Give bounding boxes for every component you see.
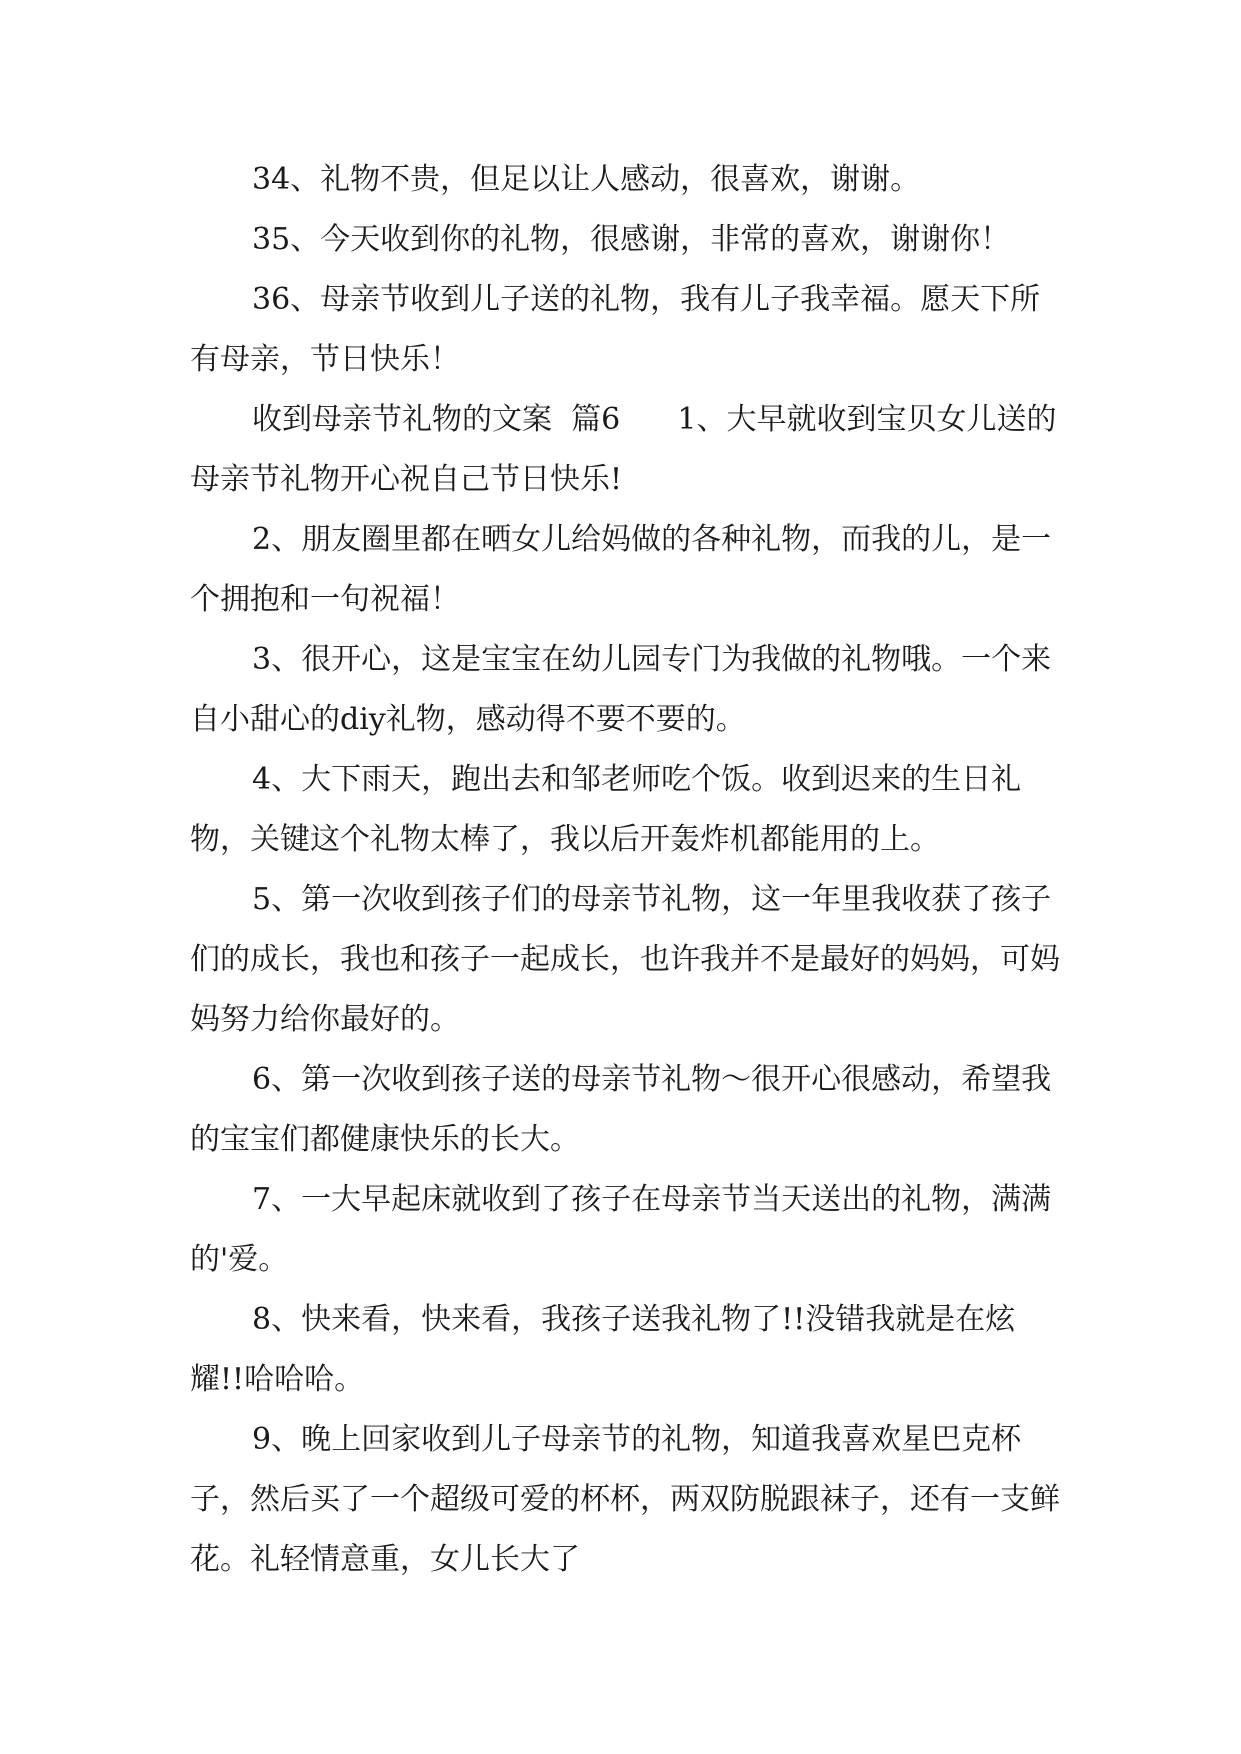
paragraph-34: 34、礼物不贵，但足以让人感动，很喜欢，谢谢。 xyxy=(252,162,921,197)
document-page xyxy=(190,150,1060,1590)
paragraph-36: 36、母亲节收到儿子送的礼物，我有儿子我幸福。愿天下所有母亲，节日快乐！ xyxy=(190,282,1041,377)
paragraph-8: 8、快来看，快来看，我孩子送我礼物了!!没错我就是在炫耀!!哈哈哈。 xyxy=(190,1302,1016,1397)
paragraph-4: 4、大下雨天，跑出去和邹老师吃个饭。收到迟来的生日礼物，关键这个礼物太棒了，我以后开轰炸机都能用的上。 xyxy=(190,762,1022,857)
paragraph-35: 35、今天收到你的礼物，很感谢，非常的喜欢，谢谢你！ xyxy=(252,222,1011,257)
section-heading-6-paragraph-1: 收到母亲节礼物的文案 篇6 1、大早就收到宝贝女儿送的母亲节礼物开心祝自己节日快乐! xyxy=(190,402,1057,497)
paragraph-7: 7、一大早起床就收到了孩子在母亲节当天送出的礼物，满满的'爱。 xyxy=(190,1182,1052,1277)
paragraph-9: 9、晚上回家收到儿子母亲节的礼物，知道我喜欢星巴克杯子，然后买了一个超级可爱的杯杯，两双防脱跟袜子，还有一支鲜花。礼轻情意重，女儿长大了 xyxy=(190,1422,1060,1577)
paragraph-6: 6、第一次收到孩子送的母亲节礼物～很开心很感动，希望我的宝宝们都健康快乐的长大。 xyxy=(190,1062,1052,1157)
paragraph-5: 5、第一次收到孩子们的母亲节礼物，这一年里我收获了孩子们的成长，我也和孩子一起成长，也许我并不是最好的妈妈，可妈妈努力给你最好的。 xyxy=(190,882,1060,1037)
paragraph-2: 2、朋友圈里都在晒女儿给妈做的各种礼物，而我的儿，是一个拥抱和一句祝福！ xyxy=(190,522,1052,617)
paragraph-3: 3、很开心，这是宝宝在幼儿园专门为我做的礼物哦。一个来自小甜心的diy礼物，感动得不要不要的。 xyxy=(190,642,1052,737)
